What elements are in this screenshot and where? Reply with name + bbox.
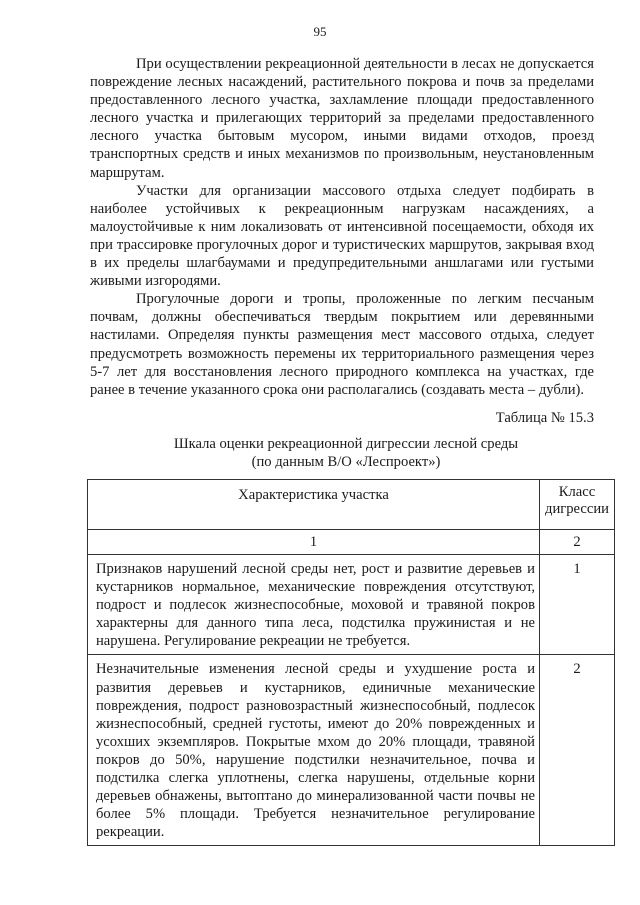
digression-scale-table [87,479,615,846]
body-text [90,55,594,399]
paragraph-3: Прогулочные дороги и тропы, проложенные по легким песчаным почвам, должны обеспечиваться твердым покрытием или деревянными настилами. Определяя пункты размещения мест массового отдыха, следует предусмотреть возможность перемены их территориального размещения через 5-7 лет для восстановления лесного природного комплекса на участках, где ранее в течение указанного срока они располагались (создавать места – дубли). [90,291,594,398]
header-class-line-2: дигрессии [545,501,609,517]
row-class: 2 [540,655,615,846]
table-title-line-2: (по данным В/О «Леспроект») [251,454,441,470]
table-title [90,435,602,471]
column-number-row [88,530,615,555]
column-number-1: 1 [88,530,540,555]
table-row [88,655,615,846]
header-characteristic: Характеристика участка [88,480,540,530]
row-description: Незначительные изменения лесной среды и ухудшение роста и развития деревьев и кустарников, единичные механические повреждения, подрост разновозрастный жизнеспособный, подлесок жизнеспособный, средней густоты, имеют до 20% поврежденных и усохших экземпляров. Покрытые мхом до 20% площади, травяной покров до 50%, нарушение подстилки незначительное, почва и подстилка слегка уплотнены, слегка нарушены, отдельные корни деревьев обнажены, вытоптано до минерализованной части почвы не более 5% площади. Требуется незначительное регулирование рекреации. [88,655,540,846]
column-number-2: 2 [540,530,615,555]
row-description: Признаков нарушений лесной среды нет, рост и развитие деревьев и кустарников нормальное, механические повреждения отсутствуют, подрост и подлесок жизнеспособные, моховой и травяной покров характерны для данного типа леса, подстилка пружинистая и не нарушена. Регулирование рекреации не требуется. [88,555,540,655]
row-class: 1 [540,555,615,655]
header-class-line-1: Класс [558,484,596,500]
table-title-line-1: Шкала оценки рекреационной дигрессии лесной среды [173,436,519,452]
paragraph-2: Участки для организации массового отдыха следует подбирать в наиболее устойчивых к рекреационным нагрузкам насаждениях, а малоустойчивые к ним локализовать от интенсивной посещаемости, обходя их при трассировке прогулочных дорог и туристических маршрутов, закрывая вход в их пределы шлагбаумами и предупредительными аншлагами или густыми живыми изгородями. [90,182,594,290]
table-row [88,555,615,655]
table-header-row [88,480,615,530]
header-class [540,480,615,530]
table-number: Таблица № 15.3 [495,410,594,426]
page-number: 95 [313,24,327,39]
paragraph-1: При осуществлении рекреационной деятельности в лесах не допускается повреждение лесных насаждений, растительного покрова и почв за пределами предоставленного лесного участка, захламление площади предоставленного лесного участка и прилегающих территорий за пределами предоставленного лесного участка бытовым мусором, иными видами отходов, проезд транспортных средств и иных механизмов по произвольным, неустановленным маршрутам. [90,56,594,181]
